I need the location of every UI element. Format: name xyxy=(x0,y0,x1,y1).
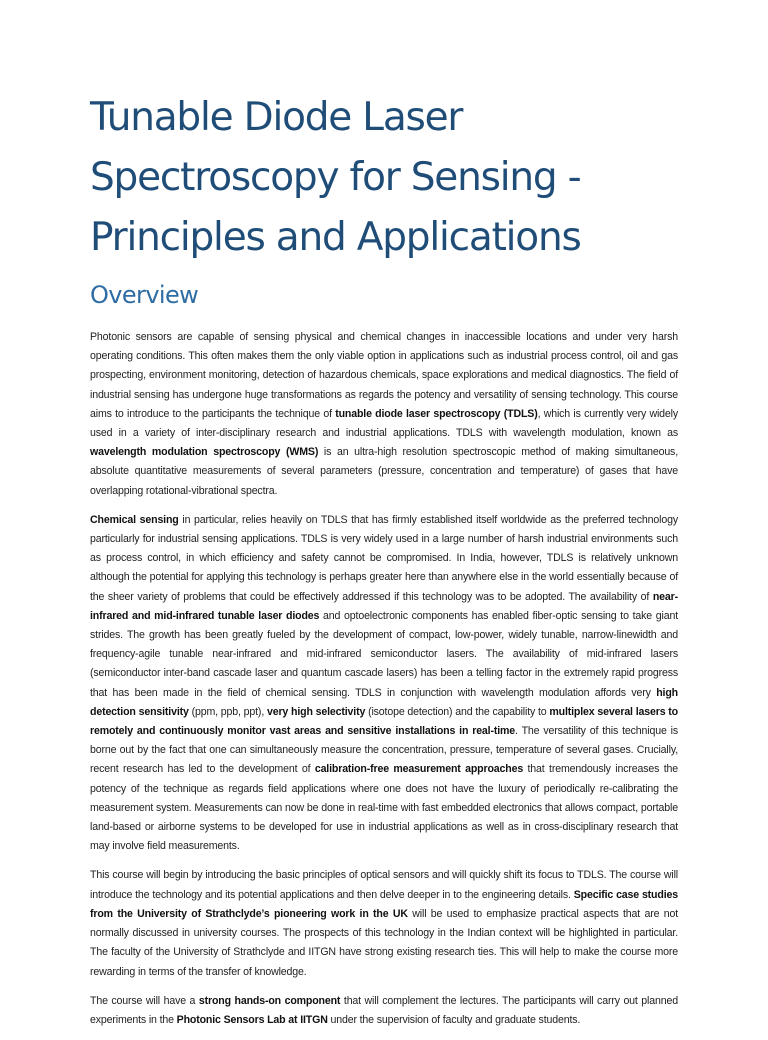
body-text: in particular, relies heavily on TDLS that has firmly established itself worldwide as the preferred technology particularly for industrial sensing applications. TDLS is very widely used in a large number of harsh industrial environments such as process control, in which efficiency and safety cannot be compromised. In India, however, TDLS is relatively unknown although the potential for applying this technology is perhaps greater here than anywhere else in the world essentially because of the sheer variety of problems that could be effectively addressed if this technology was to be adopted. The availability of xyxy=(90,513,678,603)
document-body xyxy=(90,328,678,1030)
body-text: The course will have a xyxy=(90,994,199,1007)
body-text: Photonic sensors are capable of sensing physical and chemical changes in inaccessible locations and under very harsh operating conditions. This often makes them the only viable option in applications such as industrial process control, oil and gas prospecting, environment monitoring, detection of hazardous chemicals, space explorations and medical diagnostics. The field of industrial sensing has undergone huge transformations as regards the potency and versatility of sensing technology. This course aims to introduce to the participants the technique of xyxy=(90,331,678,420)
body-text: This course will begin by introducing the basic principles of optical sensors and will quickly shift its focus to TDLS. The course will introduce the technology and its potential applications and then delve deeper in to the engineering details. xyxy=(90,869,678,901)
body-text: is an ultra-high resolution spectroscopic method of making simultaneous, absolute quantitative measurements of several parameters (pressure, concentration and temperature) of gases that have overlapping rotational-vibrational spectra. xyxy=(90,446,678,497)
body-paragraph xyxy=(90,328,678,501)
document-title: Tunable Diode Laser Spectroscopy for Sensing - Principles and Applications xyxy=(90,95,581,260)
document-page xyxy=(90,88,678,1040)
body-text: that tremendously increases the potency of the technique as regards field applications where one does not have the luxury of periodically re-calibrating the measurement system. Measurements can now be done in real-time with fast embedded electronics that allows compact, portable land-based or airborne systems to be developed for use in industrial applications as well as in cross-disciplinary research that may involve field measurements. xyxy=(90,763,678,853)
bold-text: calibration-free measurement approaches xyxy=(314,763,524,776)
body-text: , which is currently very widely used in a variety of inter-disciplinary research and industrial applications. TDLS with wavelength modulation, known as xyxy=(90,407,678,440)
body-text: . The versatility of this technique is borne out by the fact that one can simultaneously measure the concentration, pressure, temperature of several gases. Crucially, recent research has led to the development of xyxy=(90,725,678,776)
body-paragraph xyxy=(90,511,678,857)
bold-text: strong hands-on component xyxy=(198,994,341,1007)
bold-text: wavelength modulation spectroscopy (WMS) xyxy=(90,446,319,459)
section-heading-overview: Overview xyxy=(90,281,199,309)
body-text: will be used to emphasize practical aspects that are not normally discussed in university courses. The prospects of this technology in the Indian context will be highlighted in particular. The faculty of the University of Strathclyde and IITGN have strong existing research ties. This will help to make the course more rewarding in terms of the transfer of knowledge. xyxy=(90,907,678,978)
body-text: (isotope detection) and the capability to xyxy=(365,705,550,718)
body-text: and optoelectronic components has enabled fiber-optic sensing to take giant strides. The growth has been greatly fueled by the development of compact, low-power, widely tunable, narrow-linewidth and frequency-agile tunable near-infrared and mid-infrared semiconductor lasers. The availability of mid-infrared lasers (semiconductor inter-band cascade laser and quantum cascade lasers) has been a telling factor in the extremely rapid progress that has been made in the field of chemical sensing. TDLS in conjunction with wavelength modulation affords very xyxy=(90,609,678,699)
body-text: (ppm, ppb, ppt), xyxy=(188,705,267,718)
body-paragraph xyxy=(90,992,678,1030)
body-text: under the supervision of faculty and graduate students. xyxy=(327,1013,581,1026)
bold-text: multiplex several lasers to remotely and continuously monitor vast areas and sensitive installations in real-time xyxy=(90,705,678,738)
bold-text: high detection sensitivity xyxy=(90,686,678,718)
bold-text: near-infrared and mid-infrared tunable laser diodes xyxy=(90,590,678,622)
bold-text: Photonic Sensors Lab at IITGN xyxy=(176,1013,328,1026)
bold-text: Specific case studies from the University of Strathclyde’s pioneering work in the UK xyxy=(90,888,678,920)
body-text: that will complement the lectures. The participants will carry out planned experiments in the xyxy=(90,994,678,1026)
bold-text: tunable diode laser spectroscopy (TDLS) xyxy=(335,407,538,420)
bold-text: very high selectivity xyxy=(266,705,366,718)
body-paragraph xyxy=(90,866,678,981)
bold-text: Chemical sensing xyxy=(90,513,179,526)
